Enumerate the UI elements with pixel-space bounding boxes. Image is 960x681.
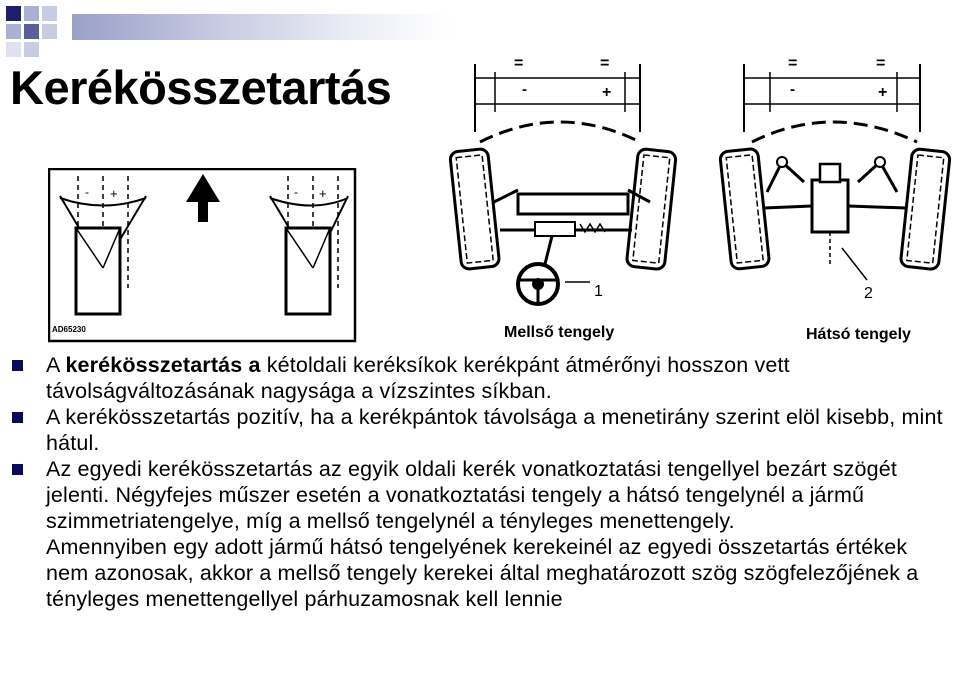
- right-minus-sign: -: [294, 185, 298, 199]
- front-equal-left: =: [514, 55, 524, 72]
- right-plus-sign: +: [319, 186, 327, 201]
- front-axle-caption: Mellső tengely: [504, 324, 615, 341]
- bold-term: kerékösszetartás a: [65, 353, 261, 377]
- rear-axle-figure: [712, 52, 952, 344]
- bullet-list: [10, 352, 950, 612]
- bullet-item-positive: A kerékösszetartás pozitív, ha a kerékpántok távolsága a menetirány szerint elöl kisebb, mint hátul.: [10, 404, 950, 456]
- front-plus: +: [602, 84, 612, 101]
- paragraph-rear-axle: Amennyiben egy adott jármű hátsó tengelyének kerekeinél az egyedi összetartás értékek nem azonosak, akkor a mellső tengely kerekei által meghatározott szög szögfelezőjének a tényleges menettengellyel párhuzamosnak kell lennie: [46, 535, 919, 611]
- figure-code: AD65230: [52, 325, 86, 334]
- page-title: Kerékösszetartás: [10, 61, 392, 114]
- corner-decoration: [0, 0, 75, 60]
- front-axle-figure: [440, 52, 705, 344]
- front-equal-right: =: [600, 55, 610, 72]
- left-minus-sign: -: [85, 185, 89, 199]
- front-number: 1: [594, 283, 603, 300]
- rear-equal-right: =: [876, 55, 886, 72]
- rear-plus: +: [878, 84, 888, 101]
- rear-axle-caption: Hátsó tengely: [806, 326, 911, 343]
- bullet-item-definition: A kerékösszetartás a kétoldali keréksíkok kerékpánt átmérőnyi hosszon vett távolságváltozásának nagysága a vízszintes síkban.: [10, 352, 950, 404]
- left-plus-sign: +: [110, 186, 118, 201]
- square-bullet-icon: [12, 360, 23, 371]
- header-gradient-band: [72, 14, 452, 40]
- square-bullet-icon: [12, 412, 23, 423]
- front-minus: -: [522, 81, 527, 98]
- rear-number: 2: [864, 285, 873, 302]
- bullet-item-individual: Az egyedi kerékösszetartás az egyik oldali kerék vonatkoztatási tengellyel bezárt szögét jelenti. Négyfejes műszer esetén a vonatkoztatási tengely a hátsó tengelynél a jármű szimmetriatengelye, míg a mellső tengelynél a tényleges menettengely.: [10, 456, 950, 534]
- square-bullet-icon: [12, 464, 23, 475]
- rear-equal-left: =: [788, 55, 798, 72]
- rear-minus: -: [790, 81, 795, 98]
- toe-schematic-figure: [48, 168, 358, 344]
